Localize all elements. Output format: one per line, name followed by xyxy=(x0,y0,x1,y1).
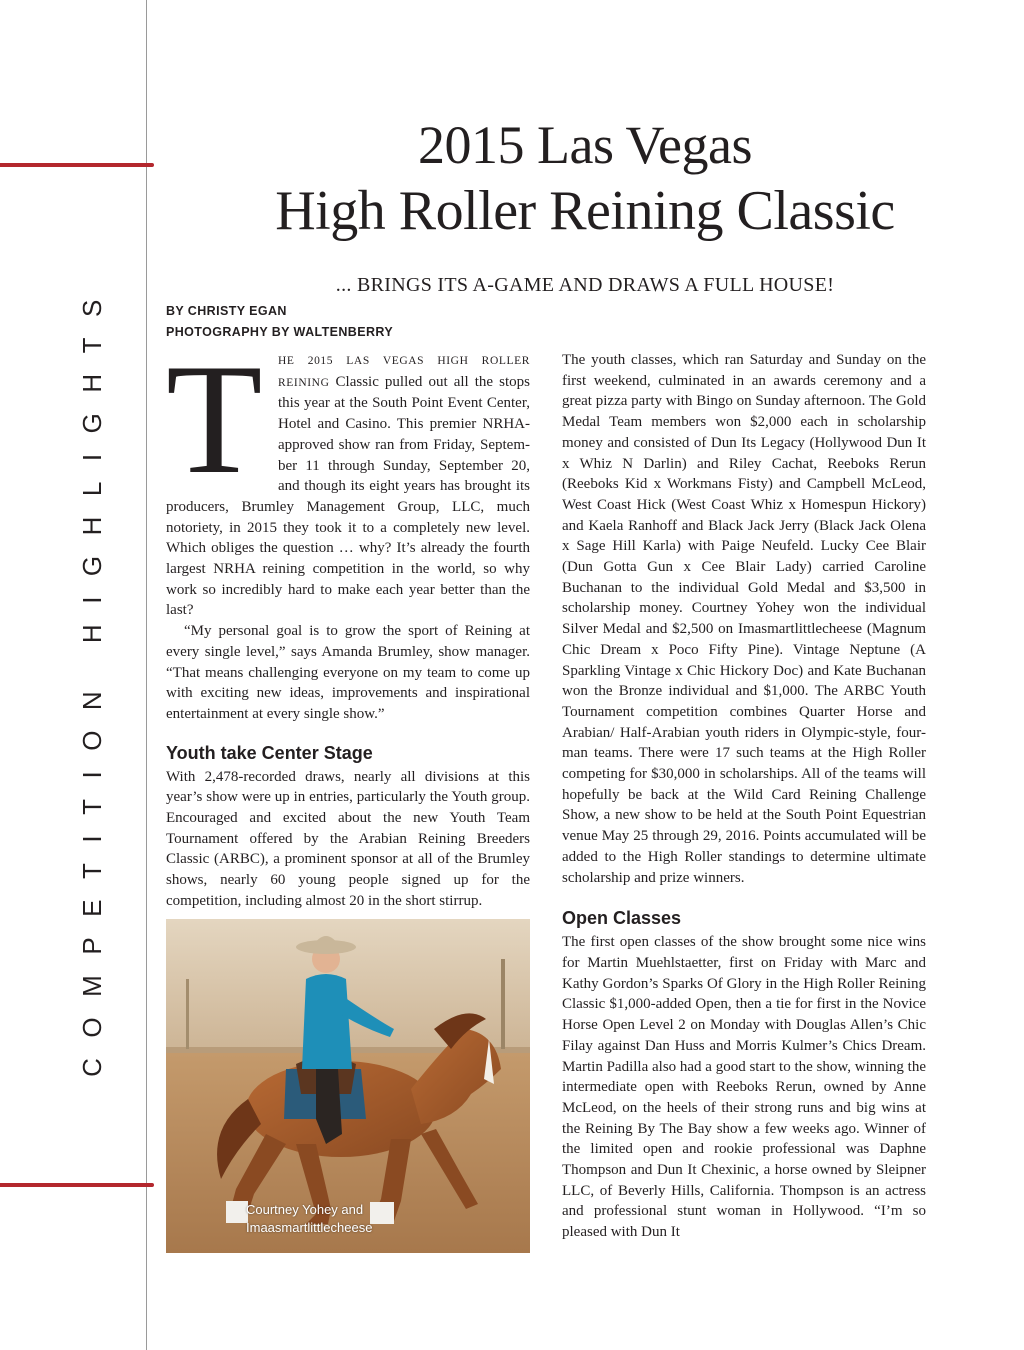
accent-bar-top xyxy=(0,163,154,167)
accent-bar-bottom xyxy=(0,1183,154,1187)
section-label: COMPETITION HIGHLIGHTS xyxy=(77,279,107,1077)
photo-caption xyxy=(246,1201,372,1237)
left-rail-rule xyxy=(146,0,147,1350)
quote-paragraph: “My personal goal is to grow the sport of Reining at every single level,” says Amanda Brumley, show manager. “That means challenging everyone on my team to come up with exciting new ideas, improvements and inspirational entertainment at every single show.” xyxy=(166,623,530,722)
rider-photo xyxy=(166,919,530,1253)
caption-line-1: Courtney Yohey and xyxy=(246,1202,364,1217)
drop-cap: T xyxy=(166,332,263,507)
intro-text: Classic pulled out all the stops this year at the South Point Event Center, Hotel and Casino. This premier NRHA-approved show ran from Friday, September 11 through Sunday, September 20, and though its eight years has brought its producers, Brumley Management Group, LLC, much notoriety, in 2015 they took it to a completely new level. Which obliges the question … why? It’s already the fourth largest NRHA reining competition in the world, so why work so incredibly hard to make each year better than the last? xyxy=(166,373,530,619)
open-classes-heading: Open Classes xyxy=(562,908,682,929)
caption-line-2: Imaasmartlittlecheese xyxy=(246,1220,373,1235)
youth-results-paragraph: The youth classes, which ran Saturday and Sunday on the first weekend, culminated in an awards ceremony and a great pizza party with Bingo on Sunday afternoon. The Gold Medal Team members won $2,000 each in scholarship money and consisted of Dun Its Legacy (Hollywood Dun It x Whiz N Darlin) and Riley Cachat, Reeboks Rerun (Reeboks Kid x Workmans Fisty) and Campbell McLeod, West Coast Hick (West Coast Whiz x Homespun Hickory) and Kaela Ranhoff and Black Jack Jerry (Black Jack Olena x Sage Hill Karla) with Paige Neufeld. Lucky Cee Blair (Dun Gotta Gun x Cee Blair Lady) carried Caroline Buchanan to the individual Gold Medal and $3,500 in scholarship money. Courtney Yohey won the individual Silver Medal and $2,500 on Imasmartlittlecheese (Magnum Chic Dream x Poco Fifty Pine). Vintage Neptune (A Sparkling Vintage x Chic Hickory Doc) and Kate Buchanan won the Bronze individual and $1,000. The ARBC Youth Tournament competition combines Quarter Horse and Arabian/ Half-Arabian youth riders in Olympic-style, four-man teams. There were 17 such teams at the High Roller competing for $30,000 in scholarships. All of the teams will hopefully be back at the Wild Card Reining Challenge Show, a new show to be held at the South Point Equestrian venue May 25 through 29, 2016. Points accumulated will be added to the High Roller standings to determine ultimate scholarship and prize winners. xyxy=(562,352,926,886)
photo-credit: PHOTOGRAPHY BY WALTENBERRY xyxy=(166,325,394,339)
article-title xyxy=(160,112,1010,244)
article-subtitle: ... BRINGS ITS A-GAME AND DRAWS A FULL HOUSE! xyxy=(335,274,835,296)
lead-in-caps: HE 2015 LAS VEGAS HIGH ROLLER REINING xyxy=(278,355,530,389)
open-classes-paragraph: The first open classes of the show brought some nice wins for Martin Muehlstaetter, first on Friday with Marc and Kathy Gordon’s Sparks Of Glory in the High Roller Reining Classic $1,000-added Open, then a tie for first in the Novice Horse Open Level 2 on Monday with Douglas Allen’s Chic Filay against Dan Huss and Morris Kulmer’s Chics Dream. Martin Padilla also had a good start to the show, winning the intermediate open with Reeboks Rerun, owned by Anne McLeod, on the heels of their strong runs and big wins at the Reining By The Bay show a few weeks ago. Winner of the limited open and rookie professional was Daphne Thompson and Dun It Chexinic, a horse owned by Sleipner LLC, of Beverly Hills, California. Thompson is an actress and professional stunt woman in Hollywood. “I’m so pleased with Dun It xyxy=(562,934,926,1241)
author-byline: BY CHRISTY EGAN xyxy=(166,304,287,318)
title-line-1: 2015 Las Vegas xyxy=(418,115,752,175)
title-line-2: High Roller Reining Classic xyxy=(275,180,895,242)
youth-heading: Youth take Center Stage xyxy=(166,742,373,763)
right-column xyxy=(562,350,926,1243)
youth-paragraph: With 2,478-recorded draws, nearly all divisions at this year’s show were up in entries, particularly the Youth group. Encouraged and excited about the new Youth Team Tournament offered by the Arabian Reining Breeders Classic (ARBC), a prominent sponsor at all of the Brumley shows, nearly 60 young people signed up for the competition, including almost 20 in the short stirrup. xyxy=(166,768,530,909)
